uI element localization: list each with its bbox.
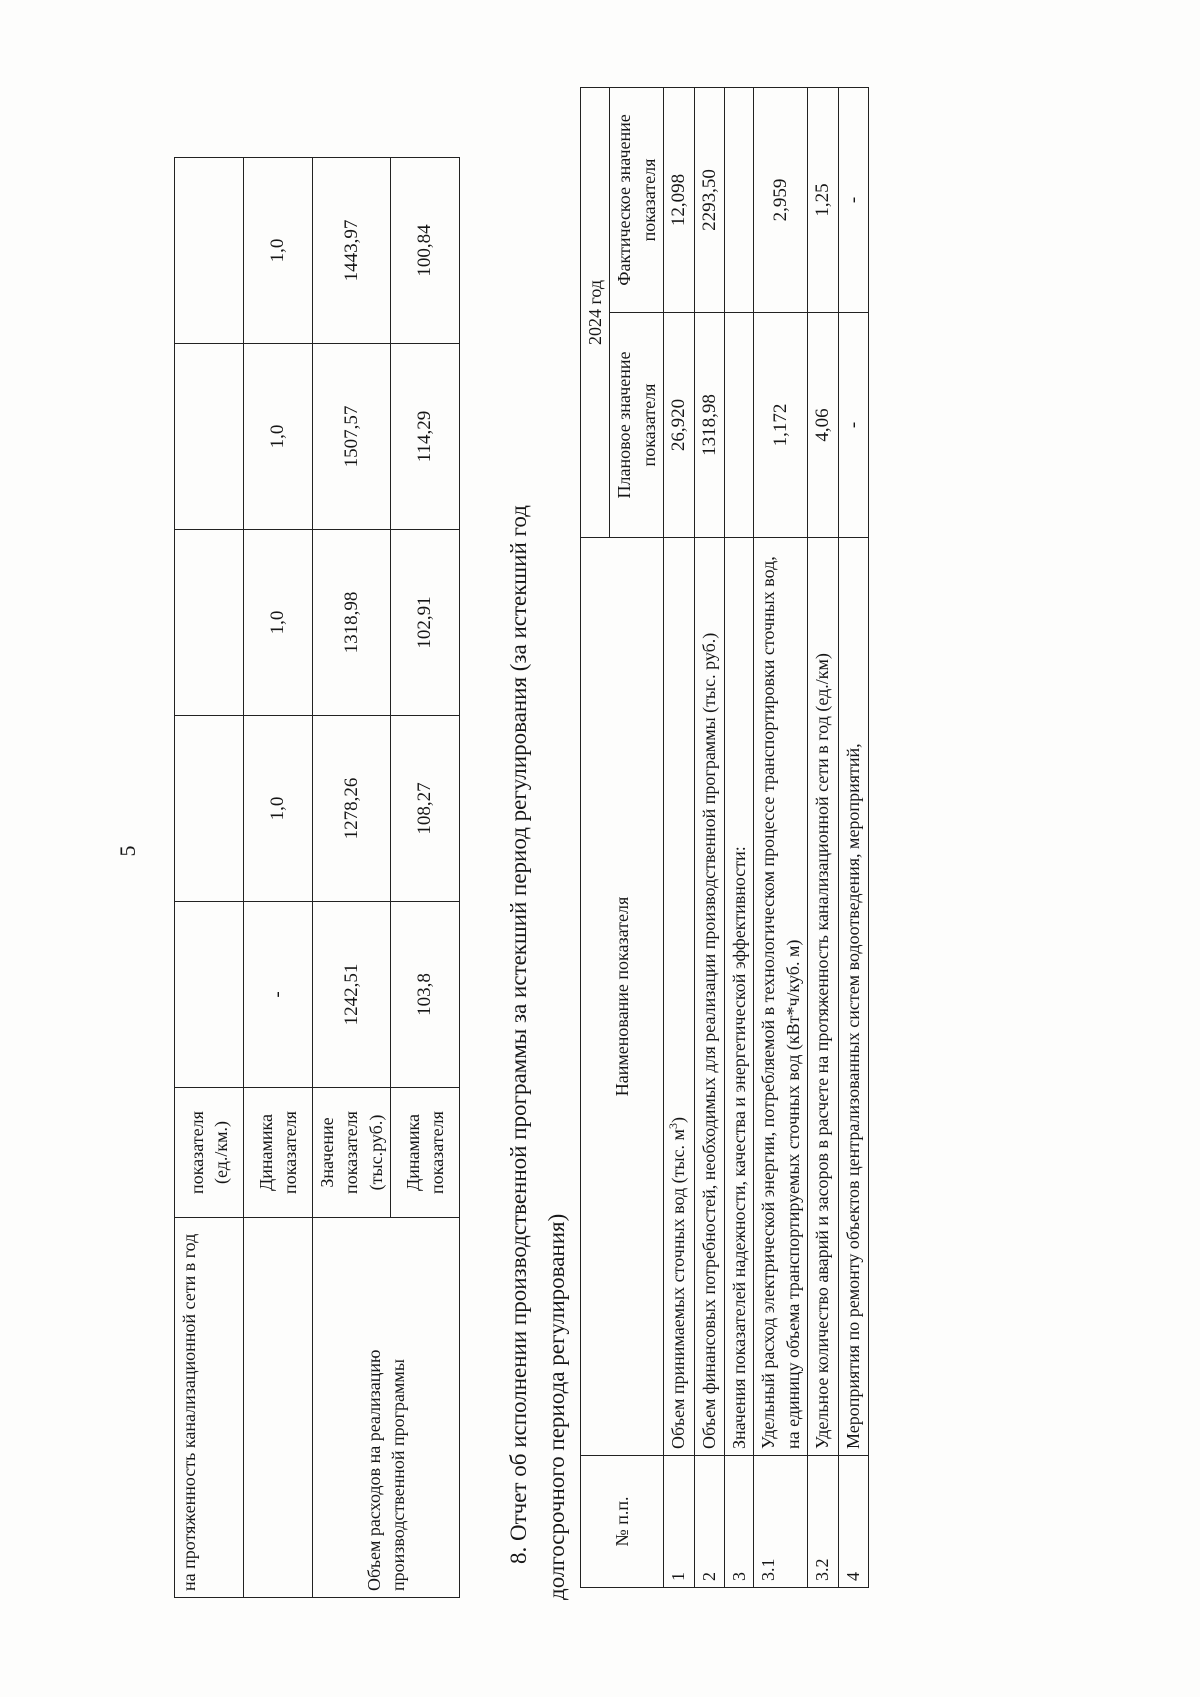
section-title-line-1: 8. Отчет об исполнении производственной программы за истекший период регулирования (за истекший год — [506, 505, 531, 1564]
value-cell: 1443,97 — [313, 158, 391, 344]
indicator-sub: показателя (ед./км.) — [175, 1088, 244, 1218]
plan-value — [725, 313, 754, 538]
table-row — [808, 87, 839, 1587]
row-name: Объем принимаемых сточных вод (тыс. $м^3$) — [663, 538, 694, 1456]
plan-value: - — [838, 313, 869, 538]
value-cell: 1507,57 — [313, 344, 391, 530]
value-cell: 1,0 — [244, 344, 313, 530]
table-row — [175, 158, 244, 1598]
header-year: 2024 год — [581, 87, 610, 537]
value-cell — [175, 716, 244, 902]
value-cell: 102,91 — [390, 530, 459, 716]
value-cell: 1,0 — [244, 716, 313, 902]
value-cell: 1318,98 — [313, 530, 391, 716]
header-fact: Фактическое значение показателя — [610, 87, 664, 312]
fact-value: 2,959 — [754, 87, 808, 312]
plan-value: 26,920 — [663, 313, 694, 538]
plan-value: 1318,98 — [694, 313, 725, 538]
table-row — [244, 158, 313, 1598]
value-cell: 1278,26 — [313, 716, 391, 902]
indicator-name — [244, 1218, 313, 1598]
table-row — [754, 87, 808, 1587]
value-cell: 114,29 — [390, 344, 459, 530]
row-num: 4 — [838, 1456, 869, 1588]
fact-value: 2293,50 — [694, 87, 725, 312]
value-cell — [175, 902, 244, 1088]
table-row — [838, 87, 869, 1587]
row-num: 2 — [694, 1456, 725, 1588]
value-cell: 103,8 — [390, 902, 459, 1088]
section-8-title — [500, 180, 576, 1600]
table-row — [694, 87, 725, 1587]
value-cell: 1242,51 — [313, 902, 391, 1088]
value-cell — [175, 344, 244, 530]
header-num: № п.п. — [581, 1456, 664, 1588]
value-cell — [175, 158, 244, 344]
value-cell: - — [244, 902, 313, 1088]
page-number: 5 — [115, 845, 140, 857]
plan-value: 1,172 — [754, 313, 808, 538]
table-row — [725, 87, 754, 1587]
row-num: 3.1 — [754, 1456, 808, 1588]
expenses-table-continued — [174, 157, 460, 1598]
row-num: 3.2 — [808, 1456, 839, 1588]
indicator-sub: Значение показателя (тыс.руб.) — [313, 1088, 391, 1218]
row-name: Удельный расход электрической энергии, потребляемой в технологическом процессе транспортировки сточных вод, на единицу объема транспортируемых сточных вод (кВт*ч/куб. м) — [754, 538, 808, 1456]
row-name: Объем финансовых потребностей, необходимых для реализации производственной программы (тыс. руб.) — [694, 538, 725, 1456]
indicator-sub: Динамика показателя — [244, 1088, 313, 1218]
table-row — [313, 158, 391, 1598]
indicator-sub: Динамика показателя — [390, 1088, 459, 1218]
value-cell — [175, 530, 244, 716]
fact-value — [725, 87, 754, 312]
row-name: Удельное количество аварий и засоров в расчете на протяженность канализационной сети в год (ед./км) — [808, 538, 839, 1456]
fact-value: 12,098 — [663, 87, 694, 312]
value-cell: 108,27 — [390, 716, 459, 902]
header-plan: Плановое значение показателя — [610, 313, 664, 538]
row-name: Мероприятия по ремонту объектов централизованных систем водоотведения, мероприятий, — [838, 538, 869, 1456]
section-title-line-2: долгосрочного периода регулирования) — [544, 1213, 569, 1600]
row-num: 3 — [725, 1456, 754, 1588]
value-cell: 100,84 — [390, 158, 459, 344]
row-name: Значения показателей надежности, качества и энергетической эффективности: — [725, 538, 754, 1456]
header-name: Наименование показателя — [581, 538, 664, 1456]
row-num: 1 — [663, 1456, 694, 1588]
value-cell: 1,0 — [244, 158, 313, 344]
fact-value: - — [838, 87, 869, 312]
program-execution-report-table — [580, 87, 869, 1588]
indicator-name: Объем расходов на реализацию производственной программы — [313, 1218, 460, 1598]
value-cell: 1,0 — [244, 530, 313, 716]
plan-value: 4,06 — [808, 313, 839, 538]
rotated-content — [100, 60, 1100, 1600]
table-row — [663, 87, 694, 1587]
fact-value: 1,25 — [808, 87, 839, 312]
indicator-name: на протяженность канализационной сети в год — [175, 1218, 244, 1598]
table-header-row — [581, 87, 610, 1587]
